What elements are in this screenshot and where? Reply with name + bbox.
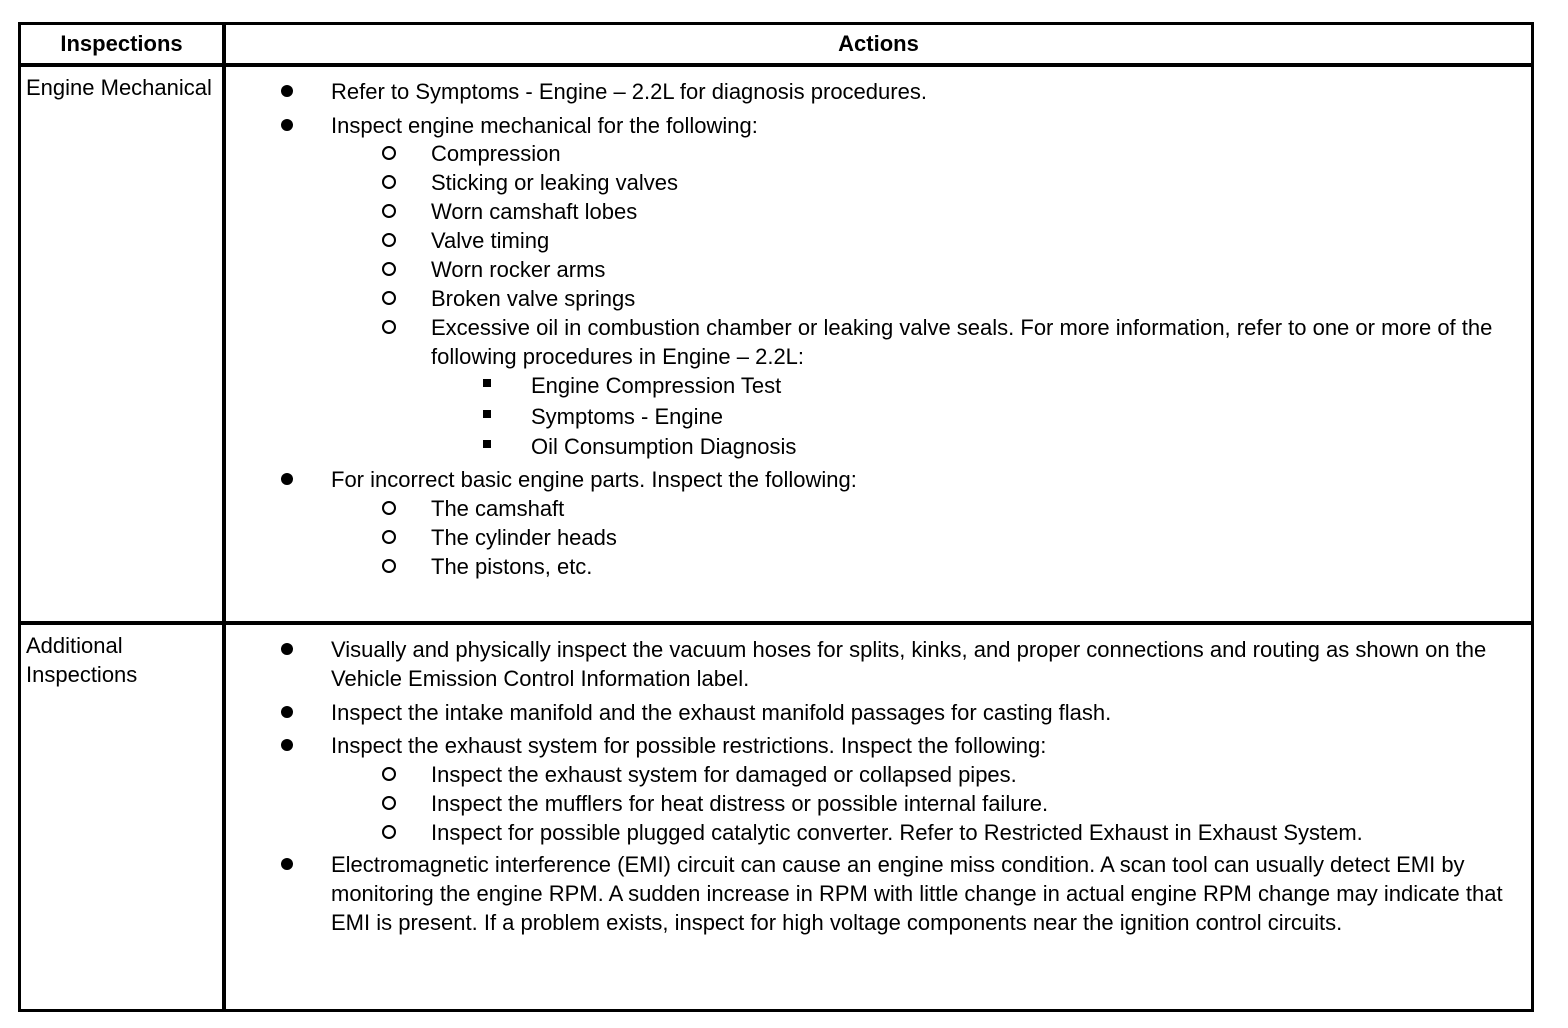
list-item: Inspect the exhaust system for possible restrictions. Inspect the following: [331, 733, 1047, 758]
circle-bullet-icon [382, 767, 396, 781]
list-item: Inspect the mufflers for heat distress or possible internal failure. [431, 791, 1049, 816]
bullet-icon [281, 85, 293, 97]
list-item: Visually and physically inspect the vacuum hoses for splits, kinks, and proper connections and routing as shown on the Vehicle Emission Control Information label. [331, 637, 1487, 691]
list-item: The camshaft [431, 496, 565, 521]
bullet-icon [281, 643, 293, 655]
circle-bullet-icon [382, 262, 396, 276]
list-item: Oil Consumption Diagnosis [531, 434, 797, 459]
header-inspections: Inspections [60, 31, 183, 56]
circle-bullet-icon [382, 233, 396, 247]
circle-bullet-icon [382, 796, 396, 810]
header-divider [18, 63, 1534, 67]
list-item: Compression [431, 141, 561, 166]
list-item: Refer to Symptoms - Engine – 2.2L for diagnosis procedures. [331, 79, 927, 104]
bullet-icon [281, 119, 293, 131]
list-item: Excessive oil in combustion chamber or leaking valve seals. For more information, refer to one or more of the following procedures in Engine – 2.2L: [431, 315, 1493, 369]
list-item: Sticking or leaking valves [431, 170, 679, 195]
circle-bullet-icon [382, 320, 396, 334]
list-item: Symptoms - Engine [531, 404, 723, 429]
circle-bullet-icon [382, 204, 396, 218]
row-divider [18, 621, 1534, 625]
row-label-engine-mechanical: Engine Mechanical [26, 75, 212, 100]
list-item: Worn rocker arms [431, 257, 606, 282]
circle-bullet-icon [382, 146, 396, 160]
bullet-icon [281, 739, 293, 751]
circle-bullet-icon [382, 825, 396, 839]
bullet-icon [281, 858, 293, 870]
list-item: Inspect the intake manifold and the exhaust manifold passages for casting flash. [331, 700, 1112, 725]
circle-bullet-icon [382, 291, 396, 305]
list-item: Worn camshaft lobes [431, 199, 638, 224]
circle-bullet-icon [382, 175, 396, 189]
list-item: Engine Compression Test [531, 373, 782, 398]
list-item: Inspect for possible plugged catalytic converter. Refer to Restricted Exhaust in Exhaust System. [431, 820, 1363, 845]
list-item: Broken valve springs [431, 286, 636, 311]
header-actions: Actions [838, 31, 919, 56]
circle-bullet-icon [382, 501, 396, 515]
square-bullet-icon [483, 440, 491, 448]
column-divider [222, 22, 226, 1012]
circle-bullet-icon [382, 530, 396, 544]
circle-bullet-icon [382, 559, 396, 573]
list-item: Inspect engine mechanical for the following: [331, 113, 758, 138]
list-item: Valve timing [431, 228, 550, 253]
bullet-icon [281, 706, 293, 718]
list-item: The cylinder heads [431, 525, 617, 550]
bullet-icon [281, 473, 293, 485]
list-item: Electromagnetic interference (EMI) circuit can cause an engine miss condition. A scan tool can usually detect EMI by monitoring the engine RPM. A sudden increase in RPM with little change in actual engine RPM change may indicate that EMI is present. If a problem exists, inspect for high voltage components near the ignition control circuits. [331, 852, 1503, 935]
list-item: For incorrect basic engine parts. Inspect the following: [331, 467, 857, 492]
square-bullet-icon [483, 410, 491, 418]
list-item: The pistons, etc. [431, 554, 593, 579]
list-item: Inspect the exhaust system for damaged or collapsed pipes. [431, 762, 1017, 787]
square-bullet-icon [483, 379, 491, 387]
row-label-additional-inspections: Additional Inspections [26, 633, 138, 687]
